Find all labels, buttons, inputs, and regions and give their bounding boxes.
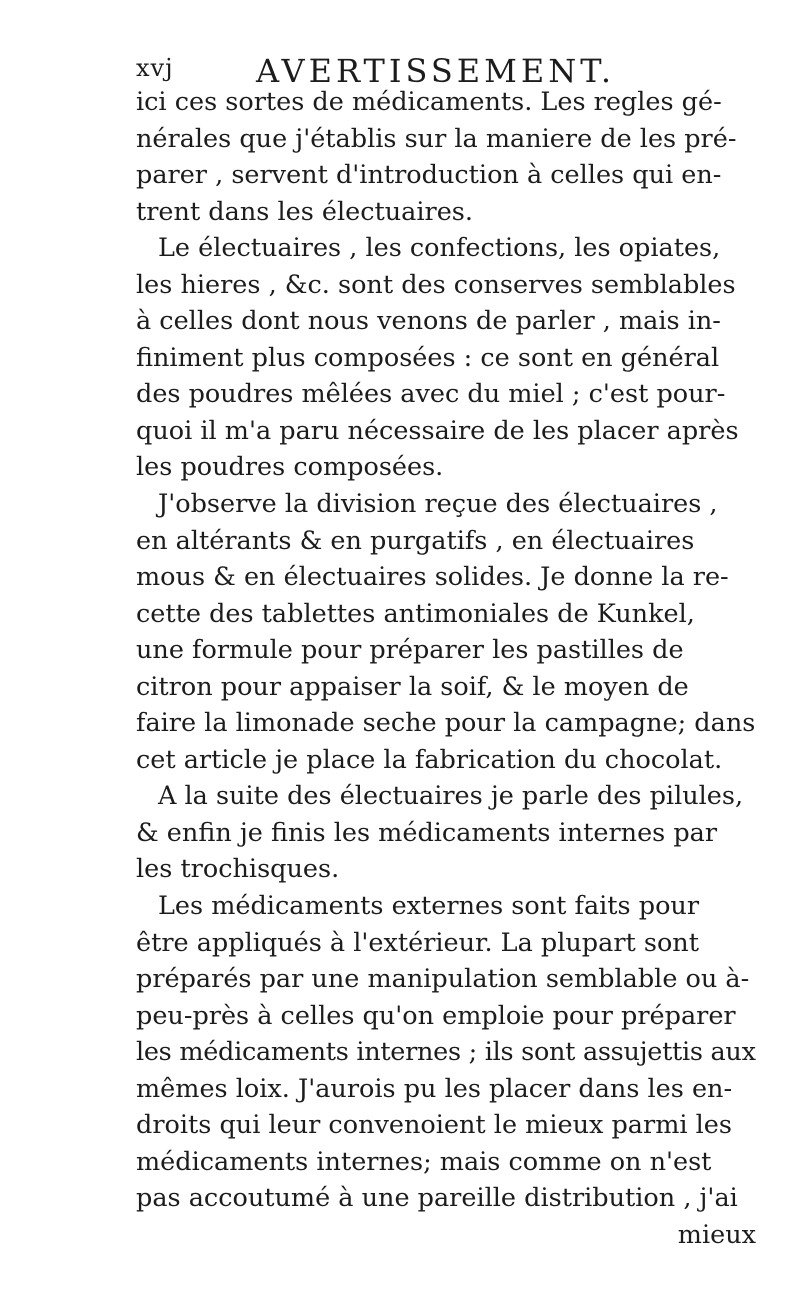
text-line: peu-près à celles qu'on emploie pour préparer (136, 1000, 736, 1031)
text-line: trent dans les électuaires. (136, 196, 474, 227)
text-line: une formule pour préparer les pastilles de (136, 635, 684, 666)
text-line: les hieres , &c. sont des conserves semblables (136, 269, 736, 300)
text-line: parer , servent d'introduction à celles qui en- (136, 160, 722, 191)
text-line: citron pour appaiser la soif, & le moyen de (136, 671, 689, 702)
paragraph-start-line: Les médicaments externes sont faits pour (158, 891, 700, 922)
text-line: les poudres composées. (136, 452, 444, 483)
text-line: nérales que j'établis sur la maniere de les pré- (136, 123, 737, 154)
text-line: quoi il m'a paru nécessaire de les placer après (136, 415, 739, 446)
text-line: faire la limonade seche pour la campagne; dans (136, 708, 756, 739)
text-line: médicaments internes; mais comme on n'est (136, 1146, 712, 1177)
paragraph-start-line: J'observe la division reçue des électuaires , (158, 489, 718, 520)
text-line: mous & en électuaires solides. Je donne la re- (136, 562, 729, 593)
text-line: mêmes loix. J'aurois pu les placer dans les en- (136, 1073, 733, 1104)
paragraph-start-line: A la suite des électuaires je parle des pilules, (158, 781, 744, 812)
text-line: cette des tablettes antimoniales de Kunkel, (136, 598, 695, 629)
text-line: & enfin je finis les médicaments internes par (136, 817, 718, 848)
text-line: les médicaments internes ; ils sont assujettis aux (136, 1037, 756, 1068)
text-line: cet article je place la fabrication du chocolat. (136, 744, 723, 775)
text-line: pas accoutumé à une pareille distribution , j'ai (136, 1183, 738, 1214)
page-number: xvj (136, 54, 174, 82)
text-line: des poudres mêlées avec du miel ; c'est pour- (136, 379, 726, 410)
text-line: ici ces sortes de médicaments. Les regles gé- (136, 87, 722, 117)
text-line: droits qui leur convenoient le mieux parmi les (136, 1110, 732, 1141)
text-line: être appliqués à l'extérieur. La plupart sont (136, 927, 699, 958)
text-line: les trochisques. (136, 854, 340, 885)
body-text (136, 84, 756, 1254)
running-head: AVERTISSEMENT. (256, 52, 616, 90)
text-line: finiment plus composées : ce sont en général (136, 342, 720, 373)
text-line: en altérants & en purgatifs , en électuaires (136, 525, 695, 556)
paragraph-start-line: Le électuaires , les confections, les opiates, (158, 233, 721, 264)
text-line: à celles dont nous venons de parler , mais in- (136, 306, 721, 337)
catchword: mieux (677, 1219, 756, 1250)
text-line: préparés par une manipulation semblable ou à- (136, 964, 750, 995)
